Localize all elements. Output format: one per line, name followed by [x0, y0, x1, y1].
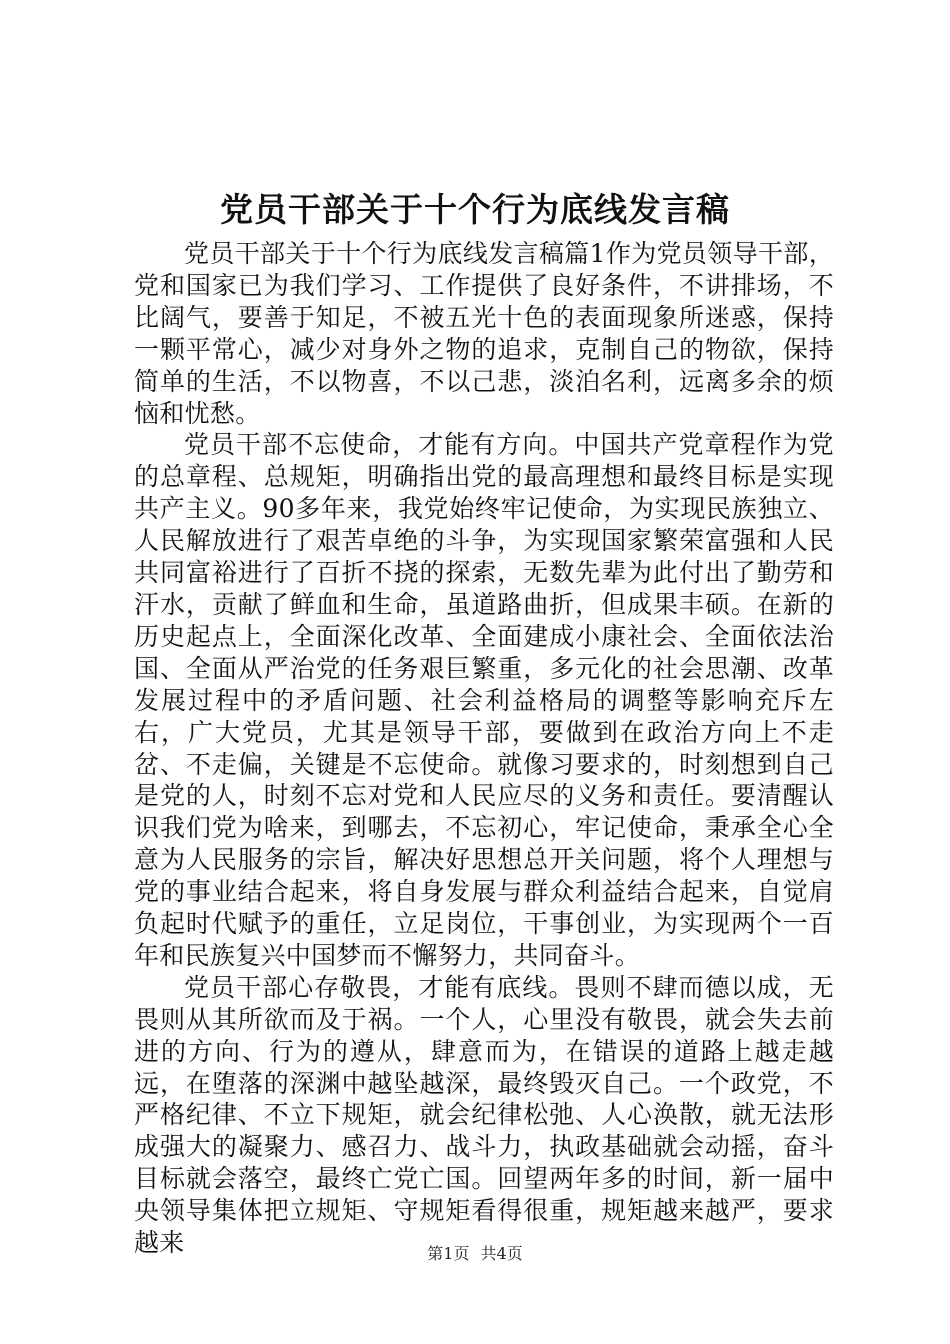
document-body — [134, 238, 834, 1259]
page-footer — [0, 1244, 950, 1264]
paragraph-1: 党员干部关于十个行为底线发言稿篇1作为党员领导干部，党和国家已为我们学习、工作提供了良好条件，不讲排场，不比阔气，要善于知足，不被五光十色的表面现象所迷惑，保持一颗平常心，减少对身外之物的追求，克制自己的物欲，保持简单的生活，不以物喜，不以己悲，淡泊名利，远离多余的烦恼和忧愁。 — [134, 239, 834, 428]
document-title: 党员干部关于十个行为底线发言稿 — [220, 190, 730, 229]
page-number: 第1页 — [427, 1244, 470, 1263]
page-total: 共4页 — [480, 1244, 523, 1263]
paragraph-3: 党员干部心存敬畏，才能有底线。畏则不肆而德以成，无畏则从其所欲而及于祸。一个人，心里没有敬畏，就会失去前进的方向、行为的遵从，肆意而为，在错误的道路上越走越远，在堕落的深渊中越坠越深，最终毁灭自己。一个政党，不严格纪律、不立下规矩，就会纪律松弛、人心涣散，就无法形成强大的凝聚力、感召力、战斗力，执政基础就会动摇，奋斗目标就会落空，最终亡党亡国。回望两年多的时间，新一届中央领导集体把立规矩、守规矩看得很重，规矩越来越严，要求越来 — [134, 972, 834, 1258]
paragraph-2: 党员干部不忘使命，才能有方向。中国共产党章程作为党的总章程、总规矩，明确指出党的最高理想和最终目标是实现共产主义。90多年来，我党始终牢记使命，为实现民族独立、人民解放进行了艰苦卓绝的斗争，为实现国家繁荣富强和人民共同富裕进行了百折不挠的探索，无数先辈为此付出了勤劳和汗水，贡献了鲜血和生命，虽道路曲折，但成果丰硕。在新的历史起点上，全面深化改革、全面建成小康社会、全面依法治国、全面从严治党的任务艰巨繁重，多元化的社会思潮、改革发展过程中的矛盾问题、社会利益格局的调整等影响充斥左右，广大党员，尤其是领导干部，要做到在政治方向上不走岔、不走偏，关键是不忘使命。就像习要求的，时刻想到自己是党的人，时刻不忘对党和人民应尽的义务和责任。要清醒认识我们党为啥来，到哪去，不忘初心，牢记使命，秉承全心全意为人民服务的宗旨，解决好思想总开关问题，将个人理想与党的事业结合起来，将自身发展与群众利益结合起来，自觉肩负起时代赋予的重任，立足岗位，干事创业，为实现两个一百年和民族复兴中国梦而不懈努力，共同奋斗。 — [134, 430, 834, 970]
